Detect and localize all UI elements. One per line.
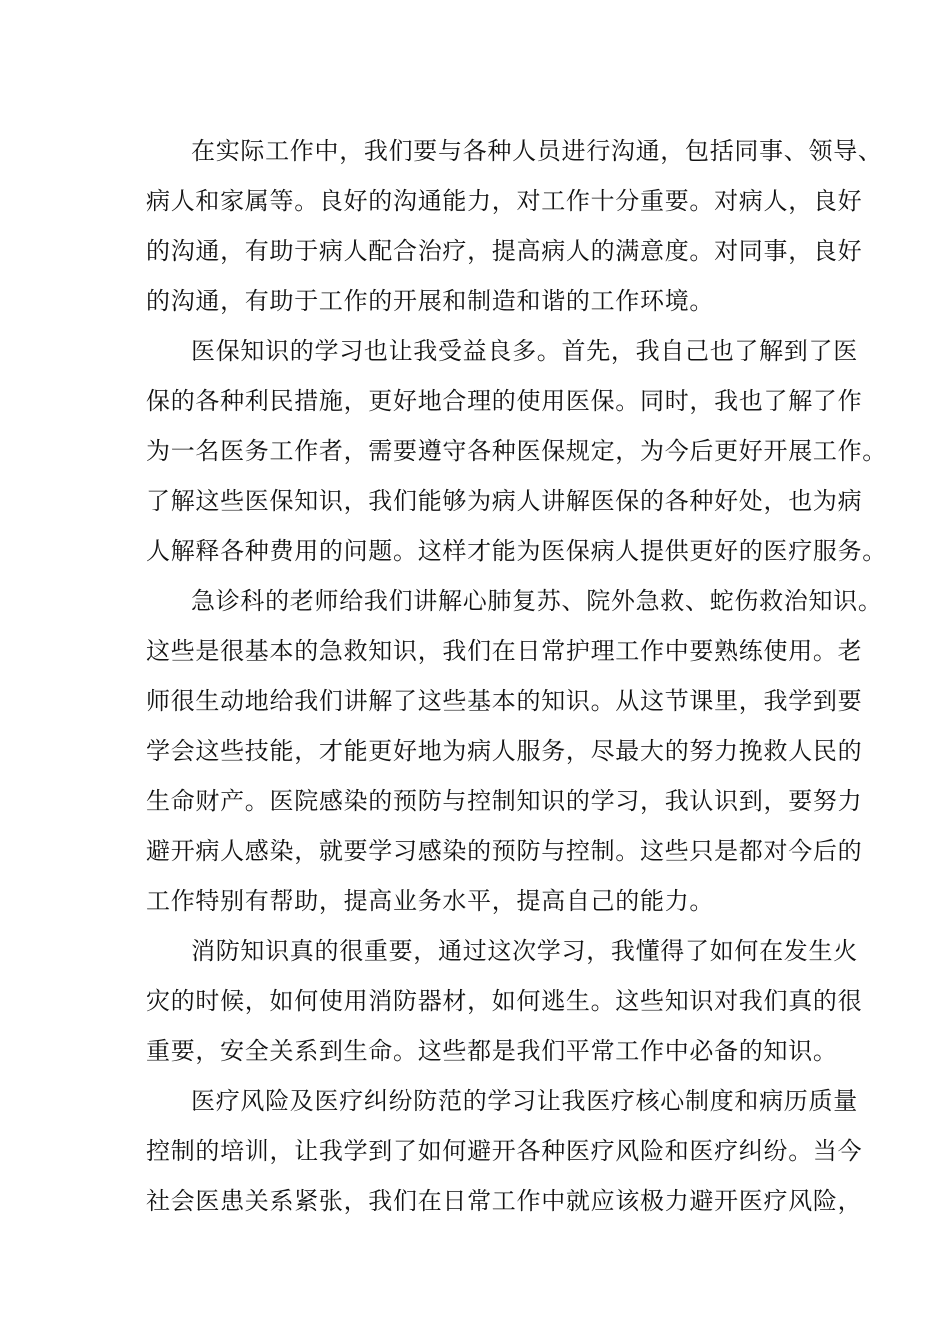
text-line: 灾的时候，如何使用消防器材，如何逃生。这些知识对我们真的很 bbox=[146, 987, 863, 1015]
text-line: 为一名医务工作者，需要遵守各种医保规定，为今后更好开展工作。 bbox=[146, 437, 887, 465]
text-line: 生命财产。医院感染的预防与控制知识的学习，我认识到，要努力 bbox=[146, 787, 863, 815]
paragraph-communication bbox=[146, 126, 883, 326]
text-line: 避开病人感染，就要学习感染的预防与控制。这些只是都对今后的 bbox=[146, 837, 863, 865]
text-line: 重要，安全关系到生命。这些都是我们平常工作中必备的知识。 bbox=[146, 1037, 838, 1065]
document-body bbox=[146, 126, 887, 1226]
text-line: 人解释各种费用的问题。这样才能为医保病人提供更好的医疗服务。 bbox=[146, 537, 887, 565]
text-line: 医保知识的学习也让我受益良多。首先，我自己也了解到了医 bbox=[191, 337, 858, 365]
text-line: 在实际工作中，我们要与各种人员进行沟通，包括同事、领导、 bbox=[191, 137, 883, 165]
text-line: 医疗风险及医疗纠纷防范的学习让我医疗核心制度和病历质量 bbox=[191, 1087, 858, 1115]
text-line: 这些是很基本的急救知识，我们在日常护理工作中要熟练使用。老 bbox=[146, 637, 863, 665]
paragraph-medical-risk bbox=[146, 1076, 863, 1226]
text-line: 的沟通，有助于病人配合治疗，提高病人的满意度。对同事，良好 bbox=[146, 237, 863, 265]
text-line: 控制的培训，让我学到了如何避开各种医疗风险和医疗纠纷。当今 bbox=[146, 1137, 863, 1165]
text-line: 急诊科的老师给我们讲解心肺复苏、院外急救、蛇伤救治知识。 bbox=[191, 587, 883, 615]
paragraph-emergency-training bbox=[146, 576, 883, 926]
text-line: 工作特别有帮助，提高业务水平，提高自己的能力。 bbox=[146, 887, 715, 915]
text-line: 师很生动地给我们讲解了这些基本的知识。从这节课里，我学到要 bbox=[146, 687, 863, 715]
text-line: 病人和家属等。良好的沟通能力，对工作十分重要。对病人，良好 bbox=[146, 187, 863, 215]
text-line: 社会医患关系紧张，我们在日常工作中就应该极力避开医疗风险， bbox=[146, 1187, 863, 1215]
paragraph-medical-insurance bbox=[146, 326, 887, 576]
text-line: 保的各种利民措施，更好地合理的使用医保。同时，我也了解了作 bbox=[146, 387, 863, 415]
text-line: 学会这些技能，才能更好地为病人服务，尽最大的努力挽救人民的 bbox=[146, 737, 863, 765]
text-line: 消防知识真的很重要，通过这次学习，我懂得了如何在发生火 bbox=[191, 937, 858, 965]
text-line: 了解这些医保知识，我们能够为病人讲解医保的各种好处，也为病 bbox=[146, 487, 863, 515]
paragraph-fire-safety bbox=[146, 926, 863, 1076]
text-line: 的沟通，有助于工作的开展和制造和谐的工作环境。 bbox=[146, 287, 715, 315]
